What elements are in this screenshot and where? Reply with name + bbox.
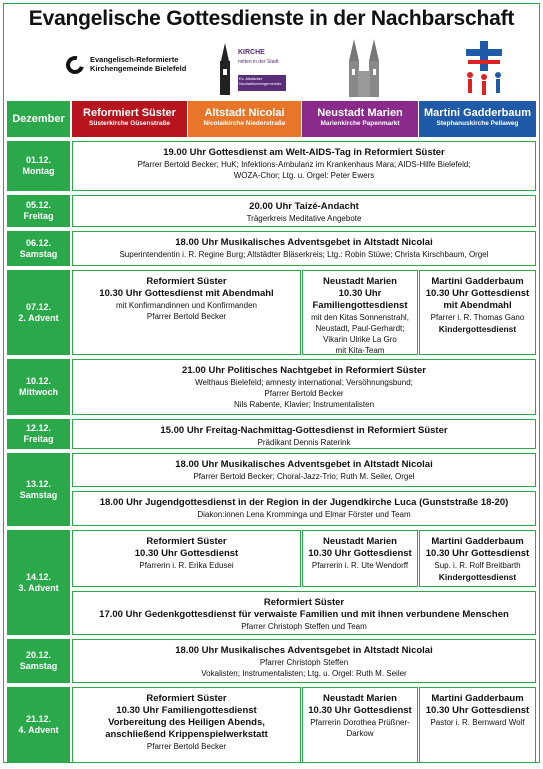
event-extra: Kindergottesdienst bbox=[438, 324, 517, 334]
event-cell bbox=[72, 359, 536, 415]
event-cell bbox=[72, 419, 536, 449]
event-detail: Superintendentin i. R. Regine Burg; Altstädter Bläserkreis; Ltg.: Robin Stüwe; Christa Kirschbaum, Orgel bbox=[119, 250, 489, 259]
weekday: 3. Advent bbox=[18, 582, 59, 593]
event-heading: 17.00 Uhr Gedenkgottesdienst für verwaiste Familien und mit ihnen verbundene Menschen bbox=[99, 609, 509, 620]
event-heading: Reformiert Süster bbox=[146, 536, 227, 547]
date-value: 10.12. bbox=[25, 376, 52, 386]
event-detail: Vikarin Ulrike La Gro bbox=[323, 335, 397, 344]
event-cell bbox=[72, 270, 301, 355]
event-heading: 15.00 Uhr Freitag-Nachmittag-Gottesdienst in Reformiert Süster bbox=[160, 425, 448, 436]
reformiert-logo bbox=[66, 53, 196, 89]
column-header-sub: Nicolaikirche Niederstraße bbox=[203, 120, 286, 127]
date-value: 05.12. bbox=[25, 200, 52, 210]
date-label bbox=[7, 141, 70, 191]
column-header-nicolai bbox=[188, 101, 301, 137]
event-heading: Martini Gadderbaum bbox=[431, 276, 524, 287]
date-value: 13.12. bbox=[25, 478, 52, 489]
nicolai-logo-kirche: KIRCHE bbox=[238, 49, 265, 56]
nicolai-logo-sub: mitten in der Stadt bbox=[238, 59, 279, 65]
date-value: 12.12. bbox=[25, 423, 52, 433]
event-heading: 18.00 Uhr Musikalisches Adventsgebet in Altstadt Nicolai bbox=[175, 237, 433, 248]
event-heading: Reformiert Süster bbox=[263, 597, 345, 608]
column-header-name: Neustadt Marien bbox=[317, 107, 403, 119]
column-header-sub: Stephanuskirche Pellaweg bbox=[436, 120, 519, 127]
weekday: Samstag bbox=[19, 489, 58, 500]
event-heading: Vorbereitung des Heiligen Abends, bbox=[108, 717, 265, 728]
event-cell bbox=[419, 270, 536, 355]
event-heading: Neustadt Marien bbox=[323, 276, 397, 287]
date-label bbox=[7, 639, 70, 683]
event-cell bbox=[419, 530, 536, 587]
event-heading: Martini Gadderbaum bbox=[431, 693, 524, 704]
event-cell bbox=[72, 195, 536, 227]
event-detail: Pfarrer Christoph Steffen bbox=[259, 658, 349, 667]
date-label bbox=[7, 453, 70, 526]
event-cell bbox=[72, 530, 301, 587]
nicolai-logo-box: Ev. Altstädter Nicolaikirchengemeinde bbox=[238, 75, 286, 91]
date-label bbox=[7, 419, 70, 449]
event-detail: Neustadt, Paul-Gerhardt; bbox=[315, 324, 405, 333]
event-detail: Pfarrer Bertold Becker; HuK; Infektions-Ambulanz im Krankenhaus Mara; AIDS-Hilfe Bielefeld; bbox=[137, 160, 471, 169]
date-label bbox=[7, 359, 70, 415]
event-cell bbox=[72, 639, 536, 683]
event-cell bbox=[72, 591, 536, 635]
column-header-name: Reformiert Süster bbox=[83, 107, 176, 119]
event-heading: Reformiert Süster bbox=[146, 276, 227, 287]
event-detail: Darkow bbox=[346, 729, 374, 738]
event-detail: Pfarrerin i. R. Erika Edusei bbox=[139, 561, 234, 570]
marien-logo bbox=[344, 37, 384, 99]
weekday: 4. Advent bbox=[18, 725, 59, 735]
event-detail: Prädikant Dennis Raterink bbox=[257, 438, 351, 447]
column-header-reformiert bbox=[72, 101, 187, 137]
event-heading: Familiengottesdienst bbox=[312, 300, 408, 311]
nicolai-logo bbox=[212, 37, 292, 99]
event-heading: 19.00 Uhr Gottesdienst am Welt-AIDS-Tag in Reformiert Süster bbox=[163, 147, 445, 158]
weekday: Montag bbox=[22, 166, 55, 176]
column-header-marien bbox=[302, 101, 418, 137]
column-header-name: Martini Gadderbaum bbox=[424, 107, 531, 119]
event-heading: 10.30 Uhr Familiengottesdienst bbox=[116, 705, 257, 716]
weekday: Mittwoch bbox=[19, 387, 58, 397]
twin-spire-church-icon bbox=[344, 37, 384, 99]
event-cell bbox=[302, 687, 418, 763]
reformiert-logo-line: Evangelisch-Reformierte bbox=[90, 55, 179, 64]
month-header: Dezember bbox=[7, 101, 70, 137]
column-header-name: Altstadt Nicolai bbox=[204, 107, 285, 119]
weekday: Freitag bbox=[23, 434, 54, 444]
logo-row bbox=[4, 37, 539, 99]
event-detail: Pfarrer Christoph Steffen und Team bbox=[241, 622, 367, 631]
event-detail: mit den Kitas Sonnenstrahl, bbox=[311, 313, 409, 322]
event-cell bbox=[72, 687, 301, 763]
event-heading: 18.00 Uhr Jugendgottesdienst in der Region in der Jugendkirche Luca (Gunststraße 18-20) bbox=[99, 497, 509, 508]
event-detail: Pfarrer Bertold Becker; Choral-Jazz-Trio; Ruth M. Seiler, Orgel bbox=[193, 472, 415, 481]
event-heading: 10.30 Uhr Gottesdienst bbox=[425, 548, 530, 559]
reformiert-emblem-icon bbox=[63, 53, 88, 78]
event-heading: 10.30 Uhr Gottesdienst bbox=[425, 288, 530, 299]
weekday: 2. Advent bbox=[18, 312, 59, 323]
event-cell bbox=[419, 687, 536, 763]
event-cell bbox=[302, 270, 418, 355]
event-heading: mit Abendmahl bbox=[443, 300, 512, 311]
event-detail: Vokalisten; Instrumentalisten; Ltg. u. Orgel: Ruth M. Seiler bbox=[201, 669, 407, 678]
event-detail: Diakon:innen Lena Kromminga und Elmar Förster und Team bbox=[197, 510, 411, 519]
date-label bbox=[7, 270, 70, 355]
event-heading: 10.30 Uhr Gottesdienst bbox=[308, 705, 412, 716]
date-label bbox=[7, 195, 70, 227]
event-detail: Nils Rabente, Klavier; Instrumentalisten bbox=[233, 400, 375, 409]
event-detail: Sup. i. R. Rolf Breitbarth bbox=[434, 561, 521, 570]
event-heading: 18.00 Uhr Musikalisches Adventsgebet in Altstadt Nicolai bbox=[175, 645, 433, 656]
event-detail: Pfarrer i. R. Thomas Gano bbox=[430, 313, 525, 322]
event-heading: 18.00 Uhr Musikalisches Adventsgebet in Altstadt Nicolai bbox=[175, 459, 433, 470]
event-cell bbox=[72, 141, 536, 191]
event-detail: Pfarrerin Dorothea Prüßner- bbox=[310, 718, 410, 727]
event-heading: 21.00 Uhr Politisches Nachtgebet in Reformiert Süster bbox=[182, 365, 426, 376]
date-value: 06.12. bbox=[25, 237, 52, 248]
event-heading: 10.30 Uhr Gottesdienst bbox=[134, 548, 239, 559]
event-heading: 10.30 Uhr Gottesdienst bbox=[308, 548, 412, 559]
event-cell bbox=[72, 491, 536, 526]
event-cell bbox=[72, 453, 536, 487]
event-heading: Neustadt Marien bbox=[323, 693, 397, 704]
church-tower-icon bbox=[216, 43, 234, 95]
event-cell bbox=[72, 231, 536, 266]
event-detail: WOZA-Chor; Ltg. u. Orgel: Peter Ewers bbox=[233, 171, 375, 180]
date-value: 07.12. bbox=[25, 301, 52, 312]
event-detail: Pfarrer Bertold Becker bbox=[264, 389, 344, 398]
date-value: 20.12. bbox=[25, 650, 52, 660]
column-header-sub: Süsterkirche Güsenstraße bbox=[89, 120, 170, 127]
event-heading: anschließend Krippenspielwerkstatt bbox=[105, 729, 268, 740]
event-heading: 20.00 Uhr Taizé-Andacht bbox=[249, 201, 359, 212]
weekday: Samstag bbox=[19, 248, 58, 259]
event-detail: Trägerkreis Meditative Angebote bbox=[246, 214, 362, 223]
martini-logo bbox=[454, 37, 514, 99]
column-header-sub: Marienkirche Papenmarkt bbox=[320, 120, 400, 127]
date-label bbox=[7, 231, 70, 266]
event-heading: 10.30 Uhr Gottesdienst bbox=[425, 705, 530, 716]
cross-people-icon bbox=[454, 37, 514, 99]
event-detail: mit Kita-Team bbox=[335, 346, 385, 355]
column-header-martini bbox=[419, 101, 536, 137]
date-label bbox=[7, 530, 70, 635]
event-detail: Pfarrer Bertold Becker bbox=[146, 312, 227, 321]
weekday: Samstag bbox=[19, 661, 58, 671]
weekday: Freitag bbox=[23, 211, 54, 221]
page bbox=[3, 3, 540, 763]
event-detail: Pfarrer Bertold Becker bbox=[146, 742, 227, 751]
event-detail: mit Konfirmandinnen und Konfirmanden bbox=[116, 301, 257, 310]
event-heading: 10.30 Uhr Gottesdienst mit Abendmahl bbox=[99, 288, 274, 299]
date-label bbox=[7, 687, 70, 763]
event-cell bbox=[302, 530, 418, 587]
date-value: 21.12. bbox=[25, 714, 52, 724]
event-heading: Neustadt Marien bbox=[323, 536, 397, 547]
event-extra: Kindergottesdienst bbox=[438, 572, 517, 582]
event-detail: Welthaus Bielefeld; amnesty international; Versöhnungsbund; bbox=[195, 378, 413, 387]
date-value: 01.12. bbox=[25, 155, 52, 165]
event-detail: Pfarrerin i. R. Ute Wendorff bbox=[311, 561, 409, 570]
page-title: Evangelische Gottesdienste in der Nachbarschaft bbox=[28, 7, 515, 30]
date-value: 14.12. bbox=[25, 571, 52, 582]
event-heading: 10.30 Uhr bbox=[338, 288, 382, 299]
event-heading: Martini Gadderbaum bbox=[431, 536, 524, 547]
event-heading: Reformiert Süster bbox=[146, 693, 227, 704]
event-detail: Pastor i. R. Bernward Wolf bbox=[430, 718, 525, 727]
reformiert-logo-line: Kirchengemeinde Bielefeld bbox=[90, 64, 187, 73]
